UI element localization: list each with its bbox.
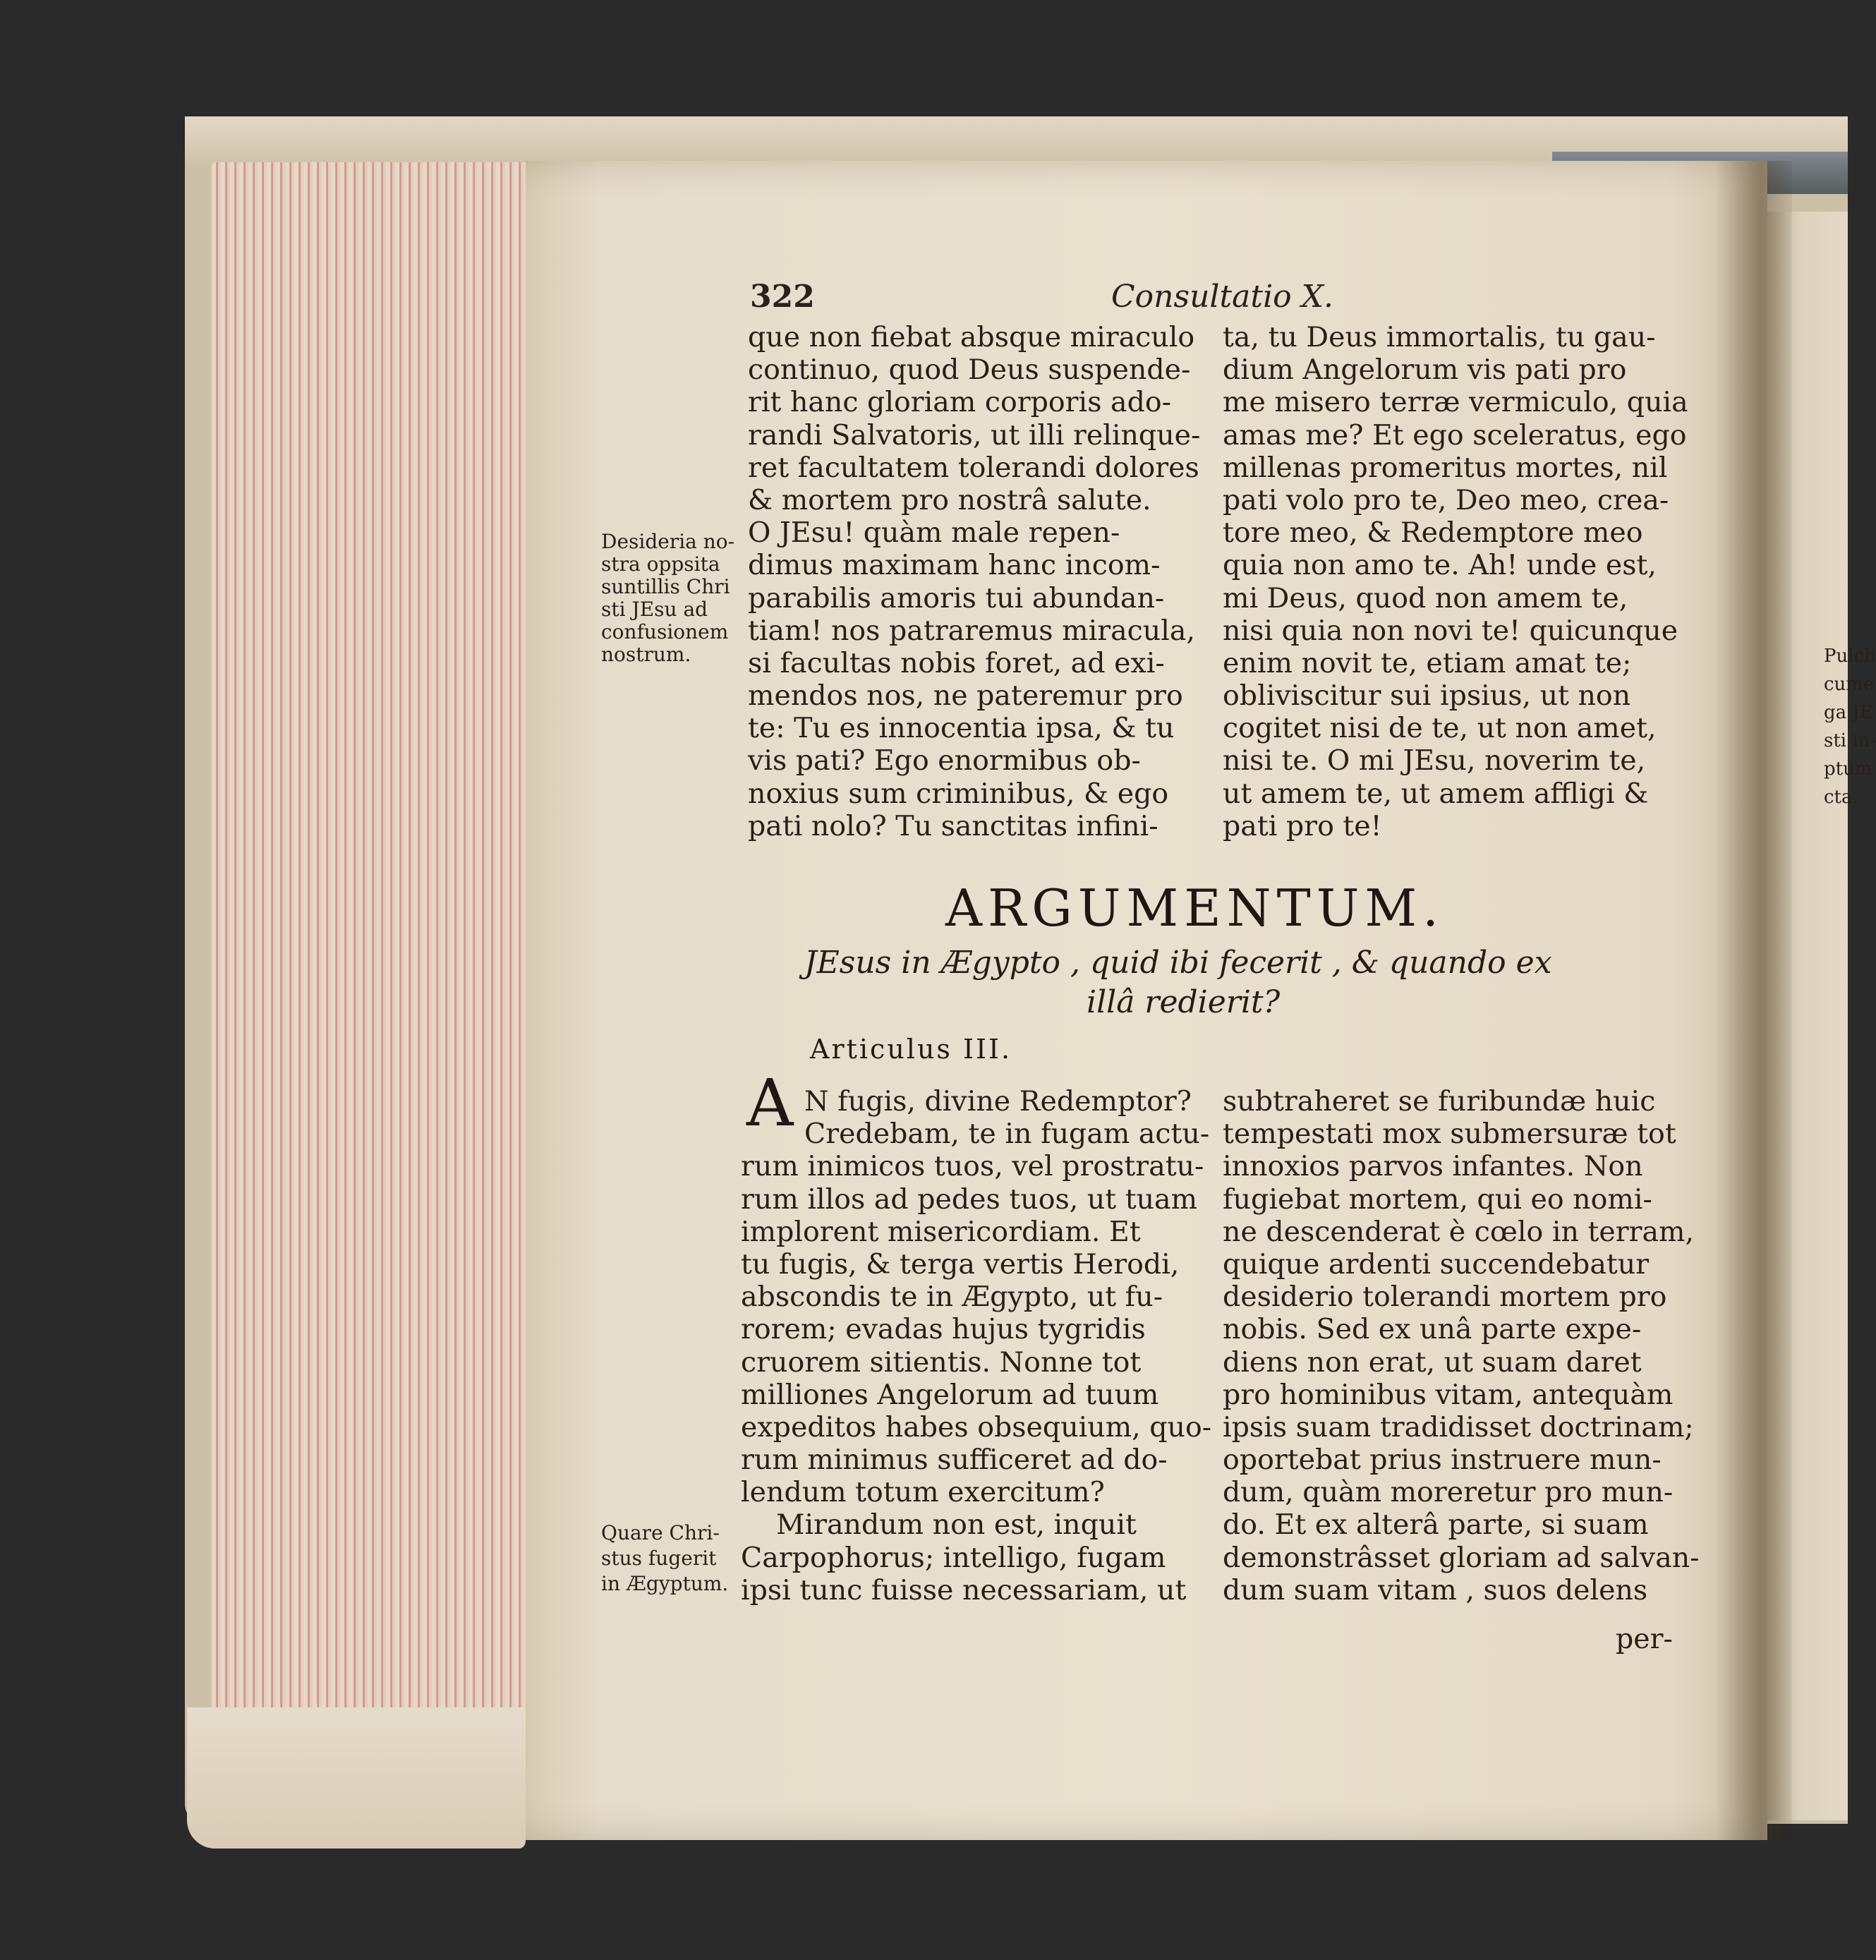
- spine-shadow: [1714, 161, 1792, 1840]
- margin-note-line: nostrum.: [601, 643, 691, 666]
- text-line: cruorem sitientis. Nonne tot: [741, 1345, 1142, 1379]
- text-line: vis pati? Ego enormibus ob-: [748, 744, 1141, 778]
- text-column-c: [741, 1085, 1212, 1607]
- text-line: tore meo, & Redemptore meo: [1223, 516, 1643, 550]
- margin-note-desideria: [601, 531, 734, 666]
- text-line: dum, quàm moreretur pro mun-: [1223, 1476, 1674, 1509]
- section-subtitle-cont: illâ redierit?: [1087, 984, 1281, 1020]
- right-page-margin-note: [1824, 642, 1876, 811]
- margin-note-line: Desideria no-: [601, 530, 735, 553]
- text-line: N fugis, divine Redemptor?: [804, 1085, 1192, 1118]
- text-line: Carpophorus; intelligo, fugam: [741, 1541, 1166, 1574]
- text-line: noxius sum criminibus, & ego: [748, 777, 1169, 810]
- drop-cap: A: [746, 1065, 794, 1141]
- text-line: nobis. Sed ex unâ parte expe-: [1223, 1313, 1642, 1346]
- text-line: do. Et ex alterâ parte, si suam: [1223, 1508, 1649, 1542]
- text-line: & mortem pro nostrâ salute.: [748, 483, 1151, 516]
- text-line: Mirandum non est, inquit: [776, 1508, 1137, 1542]
- margin-note-line: stra oppsita: [601, 552, 720, 576]
- text-line: subtraheret se furibundæ huic: [1223, 1085, 1656, 1118]
- text-line: dum suam vitam , suos delens: [1223, 1573, 1648, 1607]
- page-edges: [212, 162, 529, 1799]
- text-line: expeditos habes obsequium, quo-: [741, 1410, 1212, 1444]
- text-line: oportebat prius instruere mun-: [1223, 1444, 1662, 1477]
- text-line: Credebam, te in fugam actu-: [804, 1118, 1210, 1151]
- section-heading: ARGUMENTUM.: [945, 878, 1444, 938]
- text-line: quia non amo te. Ah! unde est,: [1223, 549, 1657, 582]
- text-line: pro hominibus vitam, antequàm: [1223, 1378, 1674, 1411]
- page-edges-lower: [187, 1707, 526, 1849]
- text-line: diens non erat, ut suam daret: [1223, 1345, 1642, 1379]
- text-line: milliones Angelorum ad tuum: [741, 1378, 1159, 1411]
- text-line: lendum totum exercitum?: [741, 1476, 1105, 1509]
- text-line: pati nolo? Tu sanctitas infini-: [748, 809, 1158, 842]
- text-line: rorem; evadas hujus tygridis: [741, 1313, 1146, 1346]
- catchword: per-: [1616, 1623, 1673, 1655]
- text-line: pati pro te!: [1223, 809, 1382, 842]
- text-line: fugiebat mortem, qui eo nomi-: [1223, 1182, 1652, 1216]
- text-line: demonstrâsset gloriam ad salvan-: [1223, 1541, 1700, 1574]
- text-line: te: Tu es innocentia ipsa, & tu: [748, 712, 1175, 745]
- margin-note-line: ga JE: [1824, 702, 1873, 723]
- margin-note-line: suntillis Chri: [601, 575, 730, 598]
- text-line: randi Salvatoris, ut illi relinque-: [748, 418, 1201, 452]
- text-line: ta, tu Deus immortalis, tu gau-: [1223, 321, 1656, 353]
- margin-note-line: ptum: [1824, 758, 1872, 780]
- text-line: dimus maximam hanc incom-: [748, 549, 1161, 582]
- text-line: cogitet nisi de te, ut non amet,: [1223, 712, 1657, 745]
- text-line: parabilis amoris tui abundan-: [748, 581, 1165, 615]
- text-line: nisi te. O mi JEsu, noverim te,: [1223, 744, 1646, 778]
- folio-number: 322: [750, 279, 815, 315]
- text-line: obliviscitur sui ipsius, ut non: [1223, 679, 1631, 713]
- text-column-a: [748, 321, 1199, 842]
- text-line: rum inimicos tuos, vel prostratu-: [741, 1150, 1204, 1183]
- text-line: ret facultatem tolerandi dolores: [748, 451, 1199, 484]
- text-line: nisi quia non novi te! quicunque: [1223, 614, 1678, 647]
- text-line: si facultas nobis foret, ad exi-: [748, 646, 1165, 679]
- text-line: ipsi tunc fuisse necessariam, ut: [741, 1573, 1187, 1607]
- text-column-b: [1223, 321, 1688, 842]
- text-line: O JEsu! quàm male repen-: [748, 516, 1120, 550]
- text-line: desiderio tolerandi mortem pro: [1223, 1281, 1667, 1314]
- margin-note-line: Quare Chri-: [601, 1521, 720, 1544]
- running-title: Consultatio X.: [1111, 279, 1333, 315]
- text-line: rum minimus sufficeret ad do-: [741, 1444, 1168, 1477]
- text-line: abscondis te in Ægypto, ut fu-: [741, 1281, 1163, 1314]
- text-line: ne descenderat è cœlo in terram,: [1223, 1215, 1695, 1248]
- text-line: rit hanc gloriam corporis ado-: [748, 386, 1171, 419]
- text-column-d: [1223, 1085, 1700, 1607]
- margin-note-line: Pulch: [1824, 646, 1876, 667]
- article-label: Articulus III.: [810, 1034, 1012, 1065]
- section-subtitle: JEsus in Ægypto , quid ibi fecerit , & quando ex: [804, 945, 1552, 981]
- text-line: mendos nos, ne pateremur pro: [748, 679, 1183, 713]
- margin-note-line: in Ægyptum.: [601, 1572, 729, 1595]
- text-line: rum illos ad pedes tuos, ut tuam: [741, 1182, 1198, 1216]
- margin-note-line: cume: [1824, 674, 1875, 695]
- text-line: tiam! nos patraremus miracula,: [748, 614, 1195, 647]
- margin-note-line: sti in-: [1824, 730, 1876, 751]
- text-line: tempestati mox submersuræ tot: [1223, 1118, 1676, 1151]
- margin-note-line: sti JEsu ad: [601, 598, 708, 621]
- text-line: tu fugis, & terga vertis Herodi,: [741, 1247, 1180, 1281]
- text-line: pati volo pro te, Deo meo, crea-: [1223, 483, 1669, 516]
- text-line: innoxios parvos infantes. Non: [1223, 1150, 1643, 1183]
- margin-note-line: cta.: [1824, 787, 1858, 808]
- text-line: dium Angelorum vis pati pro: [1223, 353, 1627, 387]
- text-line: me misero terræ vermiculo, quia: [1223, 386, 1688, 419]
- text-line: quique ardenti succendebatur: [1223, 1247, 1650, 1281]
- margin-note-line: stus fugerit: [601, 1547, 717, 1570]
- text-line: millenas promeritus mortes, nil: [1223, 451, 1668, 484]
- text-line: mi Deus, quod non amem te,: [1223, 581, 1628, 615]
- text-line: continuo, quod Deus suspende-: [748, 353, 1191, 387]
- margin-note-line: confusionem: [601, 620, 729, 643]
- text-line: ipsis suam tradidisset doctrinam;: [1223, 1410, 1694, 1444]
- text-line: amas me? Et ego sceleratus, ego: [1223, 418, 1687, 452]
- margin-note-quare: [601, 1520, 728, 1597]
- text-line: implorent misericordiam. Et: [741, 1215, 1141, 1248]
- text-line: ut amem te, ut amem affligi &: [1223, 777, 1649, 810]
- text-line: enim novit te, etiam amat te;: [1223, 646, 1632, 679]
- text-line: que non fiebat absque miraculo: [748, 321, 1195, 353]
